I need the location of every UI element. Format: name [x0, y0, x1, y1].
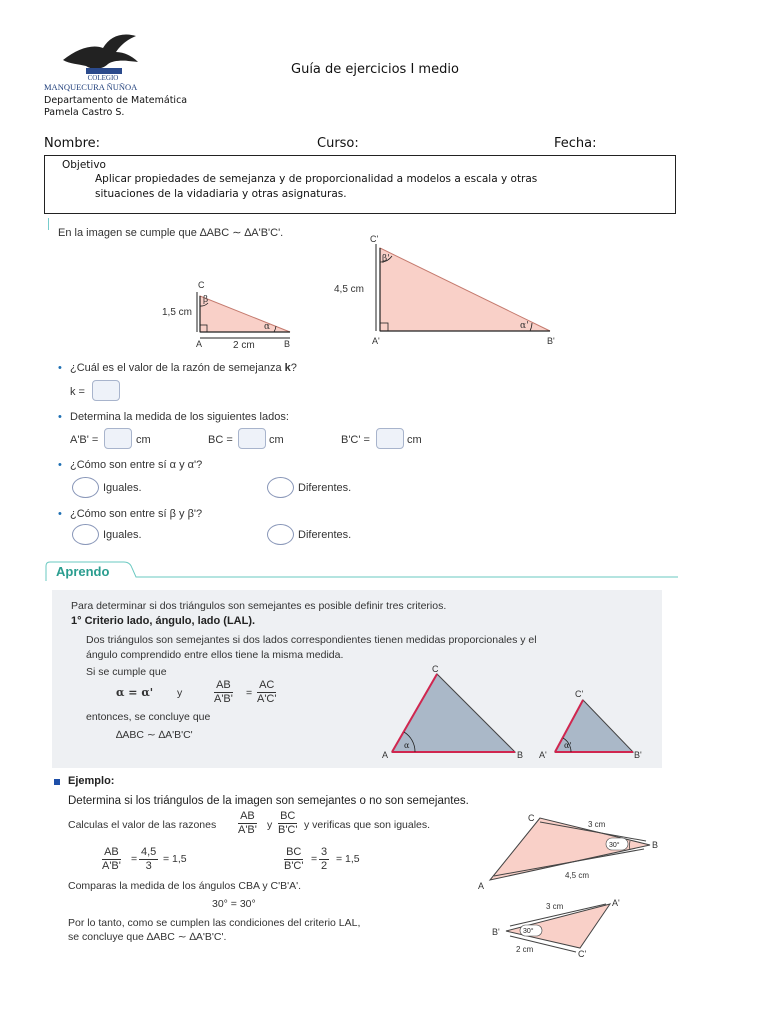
label-big-C: C': [370, 234, 379, 244]
q4-different-label: Diferentes.: [298, 529, 352, 541]
logo-line1: COLEGIO: [87, 74, 119, 82]
ratio-bc: [276, 810, 299, 837]
eq2-den: B'C': [284, 860, 304, 872]
lal-triangle-1: [392, 674, 515, 752]
lal-t2-A: A': [539, 750, 547, 760]
q3-different-option[interactable]: [267, 477, 294, 498]
aprendo-eq: =: [246, 687, 253, 699]
eq1-den: A'B': [102, 860, 121, 872]
ej-t1-top: 3 cm: [588, 820, 606, 829]
aprendo-if: Si se cumple que: [86, 666, 167, 678]
school-logo: [44, 30, 148, 92]
label-small-C: C: [198, 280, 205, 290]
ratio-bc-num: BC: [280, 810, 296, 822]
eq2-eq: =: [311, 853, 318, 865]
label-small-alpha: α: [264, 322, 271, 332]
frac-ac-num: AC: [259, 679, 275, 691]
lal-t1-A: A: [382, 750, 389, 760]
ratio-ab: [236, 810, 259, 837]
conclusion-1: Por lo tanto, como se cumplen las condiciones del criterio LAL,: [68, 917, 361, 929]
frac-ab-den: A'B': [214, 693, 233, 705]
lal-triangles-figure: [375, 664, 665, 764]
ejemplo-task: Determina si los triángulos de la imagen son semejantes o no son semejantes.: [68, 795, 469, 807]
aprendo-tab: Aprendo: [56, 564, 110, 579]
ejemplo-label: Ejemplo:: [68, 775, 115, 787]
objective-heading: Objetivo: [62, 159, 106, 171]
q3-equal-label: Iguales.: [103, 482, 142, 494]
label-small-side-h: 2 cm: [233, 340, 255, 351]
question-1-end: ?: [290, 362, 297, 374]
label-big-alpha: α': [520, 321, 529, 331]
teacher-name: Pamela Castro S.: [44, 107, 125, 118]
lal-t2-alpha: α': [564, 741, 572, 750]
fraction-ac: [255, 679, 278, 706]
question-2: • Determina la medida de los siguientes lados:: [70, 411, 289, 423]
eq1-frac-letters: [100, 846, 123, 873]
eq2-vden: 2: [321, 860, 328, 872]
ejemplo-marker-icon: [54, 779, 60, 785]
name-label: Nombre:: [44, 136, 101, 151]
angle-equality: α = α': [116, 686, 154, 699]
eq1-vden: 3: [145, 860, 152, 872]
question-1: [70, 362, 297, 374]
ab-unit: cm: [136, 434, 151, 446]
q4-different-option[interactable]: [267, 524, 294, 545]
date-label: Fecha:: [554, 136, 597, 151]
big-triangle: [380, 248, 550, 331]
label-small-side-v: 1,5 cm: [162, 307, 193, 318]
ej-t2-angle: 30°: [523, 928, 534, 935]
aprendo-conclusion: ∆ABC ∼ ∆A'B'C': [116, 729, 193, 741]
department: Departamento de Matemática: [44, 95, 188, 106]
aprendo-tab-shape: [44, 560, 680, 582]
ej-t1-A: A: [478, 881, 485, 891]
label-big-B: B': [547, 336, 555, 346]
k-label: k =: [70, 386, 85, 398]
question-3: • ¿Cómo son entre sí α y α'?: [70, 459, 202, 471]
ab-label: A'B' =: [70, 434, 99, 446]
calc-pre: Calculas el valor de las razones: [68, 819, 217, 831]
ej-t2-top: 3 cm: [546, 902, 564, 911]
objective-box: [44, 155, 676, 214]
angles-equal: 30° = 30°: [212, 898, 256, 910]
aprendo-then: entonces, se concluye que: [86, 711, 211, 723]
ej-t1-bottom: 4,5 cm: [565, 871, 590, 880]
ratio-bc-den: B'C': [278, 824, 298, 836]
eq1-frac-values: [139, 846, 158, 873]
logo-line2: MANQUECURA ÑUÑOA: [44, 82, 138, 92]
ej-t1-C: C: [528, 813, 535, 823]
conclusion-2: se concluye que ∆ABC ∼ ∆A'B'C'.: [68, 931, 227, 943]
ej-t2-bottom: 2 cm: [516, 945, 534, 954]
page-title: Guía de ejercicios I medio: [291, 62, 459, 77]
similar-triangles-figure: [150, 228, 590, 356]
criterion-title: 1° Criterio lado, ángulo, lado (LAL).: [71, 615, 256, 627]
label-small-B: B: [284, 339, 291, 349]
lal-t2-B: B': [634, 750, 642, 760]
condor-logo-icon: [58, 30, 148, 76]
eq2-frac-values: [319, 846, 329, 873]
course-label: Curso:: [317, 136, 359, 151]
frac-ab-num: AB: [216, 679, 231, 691]
label-small-beta: β: [203, 295, 209, 305]
eq2-frac-letters: [282, 846, 305, 873]
objective-line2: situaciones de la vidadiaria y otras asignaturas.: [95, 188, 347, 200]
margin-mark: [48, 218, 49, 230]
ab-answer-input[interactable]: [104, 428, 132, 449]
bc-unit: cm: [269, 434, 284, 446]
question-1-bold: k: [284, 362, 291, 374]
ej-t1-angle: 30°: [609, 842, 620, 849]
eq2-num: BC: [286, 846, 302, 858]
bc-answer-input[interactable]: [238, 428, 266, 449]
q4-equal-option[interactable]: [72, 524, 99, 545]
fraction-ab: [212, 679, 235, 706]
objective-line1: Aplicar propiedades de semejanza y de proporcionalidad a modelos a escala y otras: [95, 173, 538, 185]
aprendo-p2: Dos triángulos son semejantes si dos lados correspondientes tienen medidas proporcionales y el: [86, 634, 537, 646]
calc-post: y verificas que son iguales.: [304, 819, 431, 831]
question-1-text: ¿Cuál es el valor de la razón de semejanza: [70, 362, 285, 374]
aprendo-p3: ángulo comprendido entre ellos tiene la misma medida.: [86, 649, 344, 661]
ejemplo-triangles-figure: [470, 808, 670, 960]
ratio-ab-num: AB: [240, 810, 255, 822]
q3-equal-option[interactable]: [72, 477, 99, 498]
calc-y: y: [267, 819, 273, 831]
compare-text: Comparas la medida de los ángulos CBA y C'B'A'.: [68, 880, 302, 892]
bpcp-answer-input[interactable]: [376, 428, 404, 449]
q4-equal-label: Iguales.: [103, 529, 142, 541]
bc-label: BC =: [208, 434, 233, 446]
label-small-A: A: [196, 339, 203, 349]
eq1-eq: =: [131, 853, 138, 865]
lal-t1-B: B: [517, 750, 524, 760]
eq2-vnum: 3: [321, 846, 328, 858]
ratio-ab-den: A'B': [238, 824, 257, 836]
label-big-side-v: 4,5 cm: [334, 284, 365, 295]
eq2-result: = 1,5: [336, 853, 360, 865]
eq1-vnum: 4,5: [141, 846, 157, 858]
k-answer-input[interactable]: [92, 380, 120, 401]
aprendo-p1: Para determinar si dos triángulos son semejantes es posible definir tres criterios.: [71, 600, 447, 612]
eq1-result: = 1,5: [163, 853, 187, 865]
lal-t2-C: C': [575, 689, 584, 699]
ej-t2-B: B': [492, 927, 500, 937]
q3-different-label: Diferentes.: [298, 482, 352, 494]
question-4: • ¿Cómo son entre sí β y β'?: [70, 508, 202, 520]
lal-t1-C: C: [432, 664, 439, 674]
frac-ac-den: A'C': [257, 693, 277, 705]
label-big-beta: β': [382, 254, 390, 264]
ej-t1-B: B: [652, 840, 659, 850]
small-triangle: [200, 296, 290, 332]
intro-text: En la imagen se cumple que ∆ABC ∼ ∆A'B'C'.: [58, 227, 284, 239]
ej-t2-C: C': [578, 949, 587, 959]
eq1-num: AB: [104, 846, 119, 858]
aprendo-y: y: [177, 687, 183, 699]
lal-t1-alpha: α: [404, 741, 410, 750]
bpcp-unit: cm: [407, 434, 422, 446]
label-big-A: A': [372, 336, 380, 346]
ej-t2-A: A': [612, 898, 620, 908]
bpcp-label: B'C' =: [341, 434, 370, 446]
